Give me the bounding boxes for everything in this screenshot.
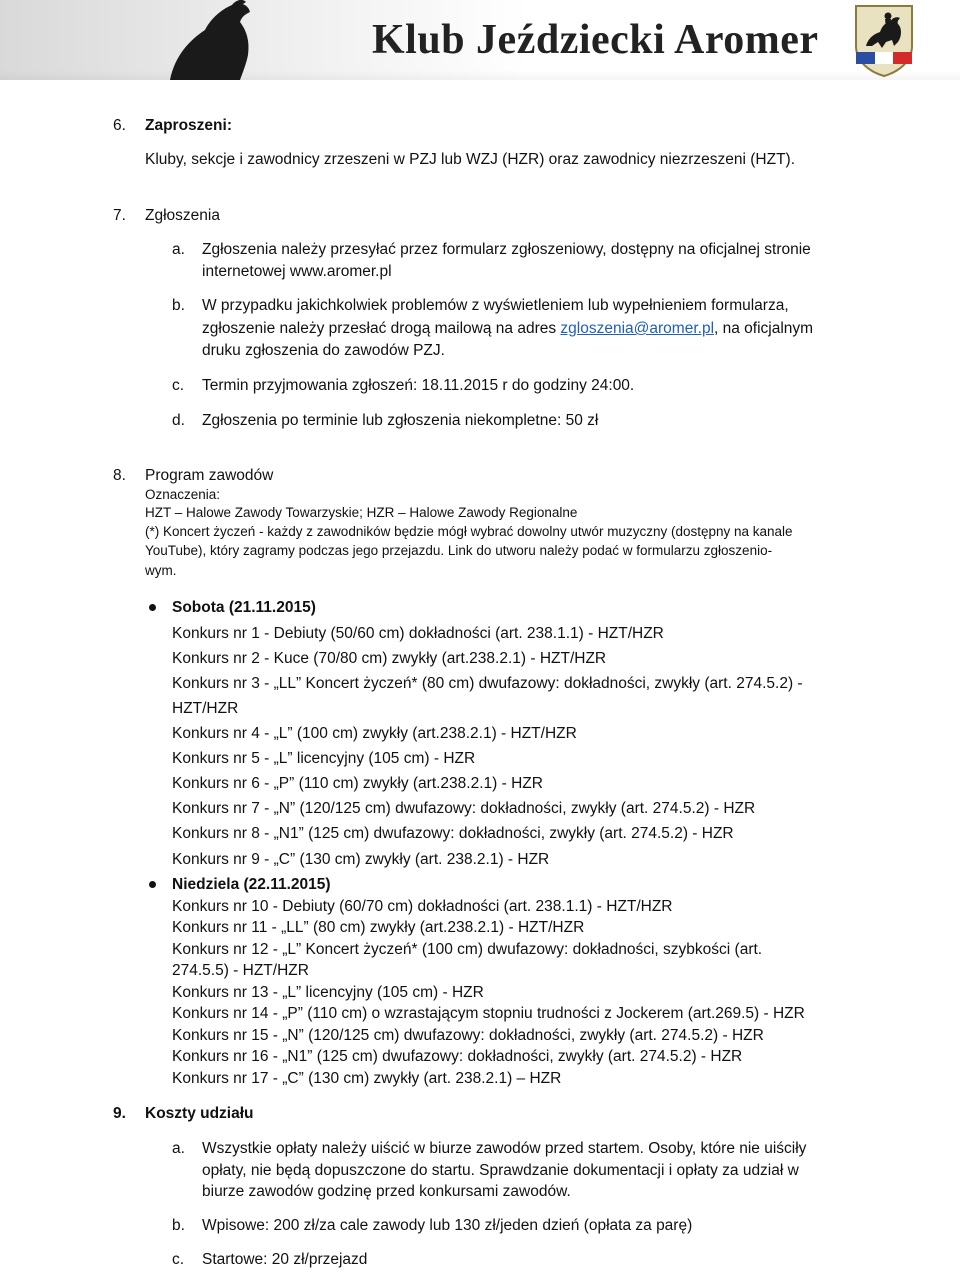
section-7-a-marker: a. <box>172 241 185 258</box>
sunday-item: 274.5.5) - HZT/HZR <box>172 962 309 979</box>
sunday-item: Konkurs nr 17 - „C” (130 cm) zwykły (art. 238.2.1) – HZR <box>172 1070 562 1087</box>
section-9-a-line3: biurze zawodów godzinę przed konkursami zawodów. <box>202 1183 571 1200</box>
section-7-b-marker: b. <box>172 297 185 314</box>
document-body <box>0 80 960 1273</box>
section-9-c-marker: c. <box>172 1251 185 1268</box>
bullet-icon <box>149 604 156 611</box>
section-9-number: 9. <box>113 1105 126 1122</box>
header-shadow <box>0 70 960 80</box>
club-title: Klub Jeździecki Aromer <box>372 17 819 63</box>
section-8-heading: Program zawodów <box>145 467 274 484</box>
section-6-text: Kluby, sekcje i zawodnicy zrzeszeni w PZJ lub WZJ (HZR) oraz zawodnicy niezrzeszeni (HZT). <box>145 151 796 168</box>
section-7-b-line1: W przypadku jakichkolwiek problemów z wyświetleniem lub wypełnieniem formularza, <box>202 297 789 314</box>
saturday-item: Konkurs nr 7 - „N” (120/125 cm) dwufazowy: dokładności, zwykły (art. 274.5.2) - HZR <box>172 800 756 817</box>
section-9-heading: Koszty udziału <box>145 1105 254 1122</box>
sunday-label: Niedziela (22.11.2015) <box>172 876 331 893</box>
section-9-c-text: Startowe: 20 zł/przejazd <box>202 1251 368 1268</box>
section-9-a-marker: a. <box>172 1140 185 1157</box>
saturday-item: Konkurs nr 4 - „L” (100 cm) zwykły (art.238.2.1) - HZT/HZR <box>172 725 577 742</box>
saturday-item: Konkurs nr 8 - „N1” (125 cm) dwufazowy: dokładności, zwykły (art. 274.5.2) - HZR <box>172 825 734 842</box>
section-7-b-line2-pre: zgłoszenie należy przesłać drogą mailową na adres <box>202 320 561 337</box>
sunday-item: Konkurs nr 14 - „P” (110 cm) o wzrastającym stopniu trudności z Jockerem (art.269.5) - HZR <box>172 1005 805 1022</box>
section-7-b-line2-post: , na oficjalnym <box>714 320 814 337</box>
section-7-d-text: Zgłoszenia po terminie lub zgłoszenia niekompletne: 50 zł <box>202 412 599 429</box>
legend-label: Oznaczenia: <box>145 487 221 502</box>
saturday-item: HZT/HZR <box>172 700 239 717</box>
sunday-item: Konkurs nr 15 - „N” (120/125 cm) dwufazowy: dokładności, zwykły (art. 274.5.2) - HZR <box>172 1027 764 1044</box>
saturday-label: Sobota (21.11.2015) <box>172 599 316 616</box>
section-9-b-marker: b. <box>172 1217 185 1234</box>
page-header <box>0 0 960 80</box>
section-7-c-marker: c. <box>172 377 185 394</box>
sunday-item: Konkurs nr 16 - „N1” (125 cm) dwufazowy: dokładności, zwykły (art. 274.5.2) - HZR <box>172 1048 743 1065</box>
bullet-icon <box>149 881 156 888</box>
section-8-number: 8. <box>113 467 126 484</box>
note-line-3: wym. <box>145 563 177 578</box>
section-7-a-line1: Zgłoszenia należy przesyłać przez formularz zgłoszeniowy, dostępny na oficjalnej stronie <box>202 241 811 258</box>
section-7-d-marker: d. <box>172 412 185 429</box>
saturday-item: Konkurs nr 2 - Kuce (70/80 cm) zwykły (art.238.2.1) - HZT/HZR <box>172 650 607 667</box>
section-7-a-line2: internetowej www.aromer.pl <box>202 263 392 280</box>
saturday-item: Konkurs nr 5 - „L” licencyjny (105 cm) - HZR <box>172 750 476 767</box>
sunday-item: Konkurs nr 11 - „LL” (80 cm) zwykły (art.238.2.1) - HZT/HZR <box>172 919 585 936</box>
section-7-number: 7. <box>113 207 126 224</box>
sunday-item: Konkurs nr 13 - „L” licencyjny (105 cm) - HZR <box>172 984 484 1001</box>
section-7-c-text: Termin przyjmowania zgłoszeń: 18.11.2015 r do godziny 24:00. <box>202 377 635 394</box>
saturday-item: Konkurs nr 1 - Debiuty (50/60 cm) dokładności (art. 238.1.1) - HZT/HZR <box>172 625 664 642</box>
horse-silhouette-icon <box>150 0 290 80</box>
section-7-heading: Zgłoszenia <box>145 207 220 224</box>
section-7-b-line3: druku zgłoszenia do zawodów PZJ. <box>202 342 445 359</box>
section-9-b-text: Wpisowe: 200 zł/za cale zawody lub 130 zł/jeden dzień (opłata za parę) <box>202 1217 693 1234</box>
section-9-a-line2: opłaty, nie będą dopuszczone do startu. Sprawdzanie dokumentacji i opłaty za udział w <box>202 1162 799 1179</box>
saturday-item: Konkurs nr 6 - „P” (110 cm) zwykły (art.238.2.1) - HZR <box>172 775 543 792</box>
note-line-2: YouTube), który zagramy podczas jego przejazdu. Link do utworu należy podać w formularzu zgłoszenio- <box>145 543 773 558</box>
section-9-a-line1: Wszystkie opłaty należy uiścić w biurze zawodów przed startem. Osoby, które nie uiściły <box>202 1140 807 1157</box>
email-link[interactable]: zgloszenia@aromer.pl <box>560 320 715 337</box>
legend-text: HZT – Halowe Zawody Towarzyskie; HZR – Halowe Zawody Regionalne <box>145 505 578 520</box>
sunday-item: Konkurs nr 12 - „L” Koncert życzeń* (100 cm) dwufazowy: dokładności, szybkości (art. <box>172 941 763 958</box>
horse-rider-emblem-icon <box>848 2 920 78</box>
saturday-item: Konkurs nr 3 - „LL” Koncert życzeń* (80 cm) dwufazowy: dokładności, zwykły (art. 274.5.2) - <box>172 675 803 692</box>
saturday-item: Konkurs nr 9 - „C” (130 cm) zwykły (art. 238.2.1) - HZR <box>172 851 550 868</box>
sunday-item: Konkurs nr 10 - Debiuty (60/70 cm) dokładności (art. 238.1.1) - HZT/HZR <box>172 898 673 915</box>
note-line-1: (*) Koncert życzeń - każdy z zawodników będzie mógł wybrać dowolny utwór muzyczny (dostępny na kanale <box>145 524 793 539</box>
section-6-heading: Zaproszeni: <box>145 117 232 134</box>
section-6-number: 6. <box>113 117 126 134</box>
section-7-b-line2 <box>202 319 813 339</box>
